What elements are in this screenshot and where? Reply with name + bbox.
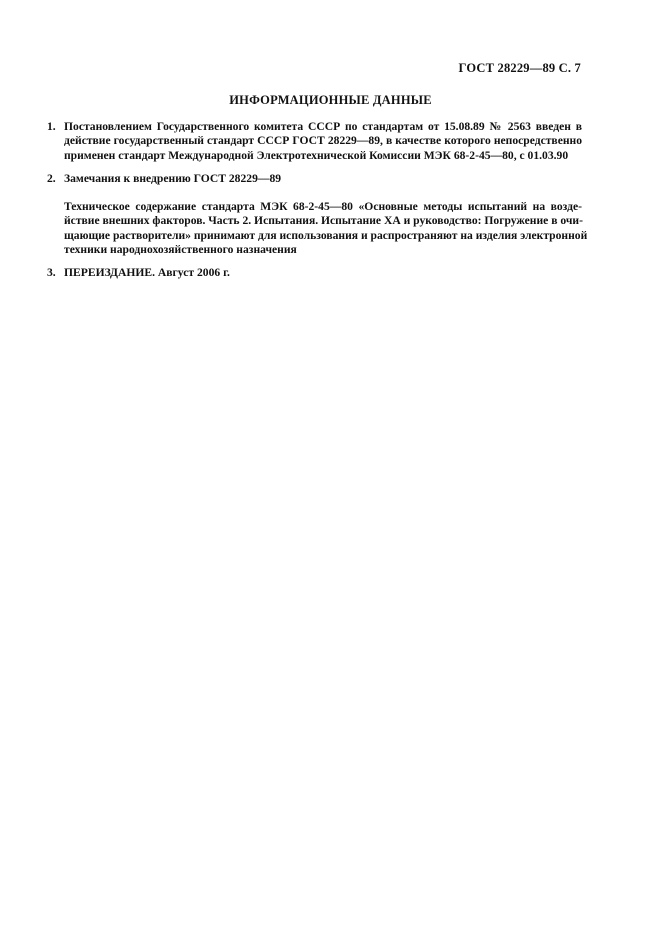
item-heading: Замечания к внедрению ГОСТ 28229—89	[64, 172, 282, 185]
item-number: 2.	[47, 172, 56, 185]
item-number: 3.	[47, 266, 56, 279]
item-number: 1.	[47, 120, 56, 133]
item-line: Постановлением Государственного комитета СССР по стандартам от 15.08.89 № 2563 введен в	[64, 120, 582, 133]
document-title: ИНФОРМАЦИОННЫЕ ДАННЫЕ	[229, 93, 432, 107]
list-item-1	[47, 120, 582, 163]
item-body: ПЕРЕИЗДАНИЕ. Август 2006 г.	[64, 266, 230, 279]
running-header: ГОСТ 28229—89 С. 7	[458, 61, 581, 75]
item-line: применен стандарт Международной Электротехнической Комиссии МЭК 68-2-45—80, с 01.03.90	[64, 148, 569, 162]
paragraph-line: Техническое содержание стандарта МЭК 68-2-45—80 «Основные методы испытаний на возде-	[64, 200, 582, 213]
item-line: действие государственный стандарт СССР ГОСТ 28229—89, в качестве которого непосредственно	[64, 134, 582, 148]
list-item-2	[47, 172, 582, 186]
paragraph-line: щающие растворители» принимают для использования и распространяют на изделия электронной	[64, 228, 588, 242]
paragraph-line: йствие внешних факторов. Часть 2. Испытания. Испытание ХА и руководство: Погружение в очи-	[64, 214, 583, 228]
list-item-3	[47, 266, 582, 280]
item-2-paragraph	[64, 200, 588, 258]
item-body	[64, 120, 582, 163]
paragraph-line: техники народнохозяйственного назначения	[64, 243, 297, 257]
